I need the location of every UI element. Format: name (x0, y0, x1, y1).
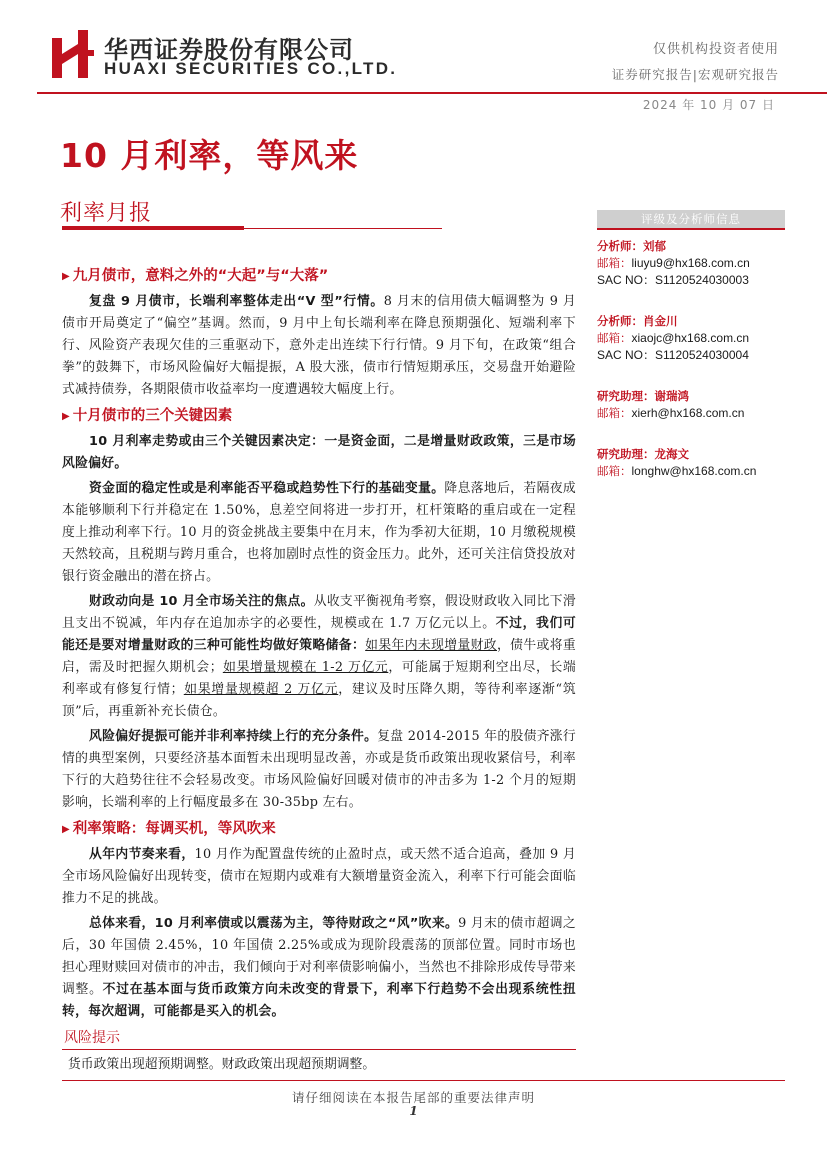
analyst-email: xierh@hx168.com.cn (631, 406, 745, 420)
section-heading-2: ▶ 十月债市的三个关键因素 (62, 408, 233, 424)
paragraph: 10 月利率走势或由三个关键因素决定：一是资金面，二是增量财政政策，三是市场风险偏好。 (62, 434, 576, 471)
risk-heading: 风险提示 (64, 1030, 120, 1046)
subtitle-rule-thin (244, 228, 442, 229)
analyst-card: 分析师：肖金川 邮箱：xiaojc@hx168.com.cn SAC NO：S1120524030004 (597, 313, 785, 364)
section-heading-3: ▶ 利率策略：每调买机，等风吹来 (62, 821, 276, 837)
analyst-sac: SAC NO：S1120524030003 (597, 273, 749, 287)
sidebar-heading: 评级及分析师信息 (597, 210, 785, 228)
report-subtitle: 利率月报 (60, 201, 153, 226)
main-column (62, 264, 576, 1076)
audience-note: 仅供机构投资者使用 (652, 42, 779, 57)
analyst-card: 分析师：刘郁 邮箱：liuyu9@hx168.com.cn SAC NO：S1120524030003 (597, 238, 785, 289)
analyst-email: xiaojc@hx168.com.cn (631, 331, 750, 345)
report-kind: 证券研究报告|宏观研究报告 (611, 67, 779, 82)
subtitle-rule (62, 226, 244, 230)
paragraph: 总体来看，10 月利率债或以震荡为主，等待财政之“风”吹来。9 月末的债市超调之后，30 年国债 2.45%，10 年国债 2.25%或成为现阶段震荡的顶部位置。同时市场也担心理财赎回对债市的冲击，我们倾向于对利率债影响偏小，当然也不排除形成传导带来调整。不过在基本面与货币政策方向未改变的背景下，利率下行趋势不会出现系统性扭转，每次超调，可能都是买入的机会。 (62, 916, 577, 1019)
analyst-card: 研究助理：龙海文 邮箱：longhw@hx168.com.cn (597, 447, 757, 478)
analyst-email: liuyu9@hx168.com.cn (631, 256, 750, 270)
paragraph: 风险偏好提振可能并非利率持续上行的充分条件。复盘 2014-2015 年的股债齐涨行情的典型案例，只要经济基本面暂未出现明显改善，亦或是货币政策出现收紧信号，利率下行的大趋势往往不会轻易改变。市场风险偏好回暖对债市的冲击多为 1-2 个月的短期影响，长端利率的上行幅度最多在 30-35bp 左右。 (62, 729, 576, 810)
sidebar-rule (597, 228, 785, 230)
company-name-cn: 华西证券股份有限公司 (104, 36, 354, 64)
analyst-sidebar (597, 210, 785, 480)
analyst-card: 研究助理：谢瑞鸿 邮箱：xierh@hx168.com.cn (597, 389, 745, 420)
page-title: 10 月利率，等风来 (60, 136, 359, 175)
triangle-bullet-icon: ▶ (62, 411, 70, 422)
page-number: 1 (409, 1104, 418, 1118)
header-rule (37, 92, 827, 94)
paragraph: 从年内节奏来看，10 月作为配置盘传统的止盈时点，或天然不适合追高，叠加 9 月全市场风险偏好出现转变，债市在短期内或难有大额增量资金流入，利率下行可能会面临推力不足的挑战。 (62, 847, 577, 906)
legal-notice: 请仔细阅读在本报告尾部的重要法律声明 (291, 1090, 535, 1105)
analyst-name: 肖金川 (643, 314, 678, 328)
report-date: 2024 年 10 月 07 日 (642, 98, 775, 112)
analyst-email: longhw@hx168.com.cn (631, 464, 757, 478)
analyst-name: 龙海文 (654, 447, 689, 461)
analyst-name: 谢瑞鸿 (654, 389, 689, 403)
paragraph: 资金面的稳定性或是利率能否平稳或趋势性下行的基础变量。降息落地后，若隔夜成本能够顺利下行并稳定在 1.50%，息差空间将进一步打开，杠杆策略的重启或在一定程度上推动利率下行。10 月的资金挑战主要集中在月末，作为季初大征期，10 月缴税规模天然较高，且税期与跨月重合，也将加剧时点性的资金压力。此外，还可关注信贷投放对银行资金融出的潜在挤占。 (62, 481, 576, 584)
section-heading-1: ▶ 九月债市，意料之外的“大起”与“大落” (62, 268, 329, 284)
paragraph: 财政动向是 10 月全市场关注的焦点。从收支平衡视角考察，假设财政收入同比下滑且支出不锐减，年内存在追加赤字的必要性，规模或在 1.7 万亿元以上。不过，我们可能还是要对增量财政的三种可能性均做好策略储备：如果年内未现增量财政，债牛或将重启，需及时把握久期机会；如果增量规模在 1-2 万亿元，可能属于短期利空出尽，长端利率或有修复行情；如果增量规模超 2 万亿元，建议及时压降久期，等待利率逐渐“筑顶”后，再重新补充长债仓。 (62, 594, 577, 719)
risk-rule (62, 1049, 576, 1050)
paragraph: 复盘 9 月债市，长端利率整体走出“V 型”行情。8 月末的信用债大幅调整为 9 月债市开局奠定了“偏空”基调。然而，9 月中上旬长端利率在降息预期强化、短端利率下行、风险资产表现欠佳的三重驱动下，意外走出连续下行行情。9 月下旬，在政策“组合拳”的鼓舞下，市场风险偏好大幅提振，A 股大涨，债市行情短期承压，交易盘开始避险式减持债券，各期限债市收益率均一度遭遇较大幅度上行。 (62, 294, 577, 397)
analyst-sac: SAC NO：S1120524030004 (597, 348, 749, 362)
company-name-en: HUAXI SECURITIES CO.,LTD. (104, 59, 398, 78)
triangle-bullet-icon: ▶ (62, 824, 70, 835)
footer-rule (62, 1080, 785, 1081)
triangle-bullet-icon: ▶ (62, 271, 70, 282)
risk-text: 货币政策出现超预期调整。财政政策出现超预期调整。 (68, 1057, 376, 1072)
analyst-name: 刘郁 (643, 239, 666, 253)
huaxi-logo-icon (52, 30, 94, 78)
